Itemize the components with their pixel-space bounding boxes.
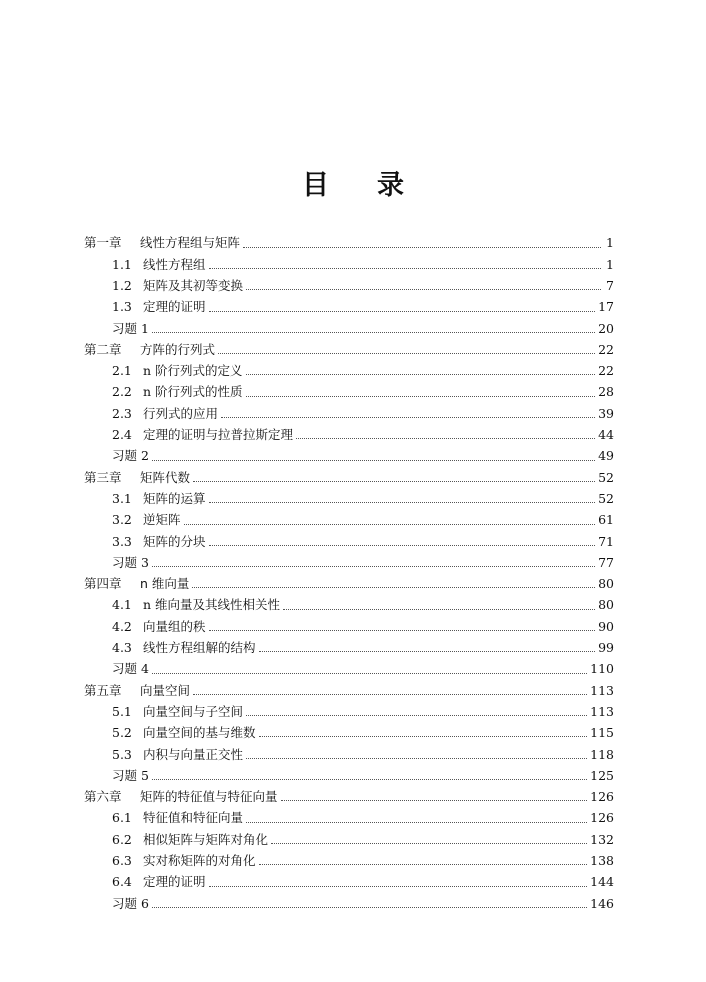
toc-page-number: 99 (598, 640, 614, 656)
dot-leader (152, 565, 595, 567)
toc-page-number: 146 (590, 895, 614, 911)
toc-section-row[interactable] (84, 595, 614, 616)
toc-page-number: 1 (606, 256, 614, 272)
toc-page-number: 126 (590, 810, 614, 826)
dot-leader (246, 288, 601, 290)
toc-entry-label: n 阶行列式的性质 (143, 384, 243, 400)
toc-page-number: 39 (598, 405, 614, 421)
table-of-contents (84, 233, 614, 915)
toc-entry-label: 习题 1 (112, 320, 149, 336)
toc-section-row[interactable] (84, 616, 614, 637)
toc-entry-number: 第四章 (84, 576, 122, 592)
toc-entry-number: 1.2 (112, 277, 132, 293)
toc-page-number: 22 (598, 363, 614, 379)
dot-leader (193, 693, 587, 695)
toc-section-row[interactable] (84, 382, 614, 403)
toc-entry-number: 5.1 (112, 703, 132, 719)
toc-entry-number: 5.3 (112, 746, 132, 762)
toc-entry-number: 2.4 (112, 427, 132, 443)
toc-entry-number: 6.4 (112, 874, 132, 890)
toc-entry-number: 6.2 (112, 831, 132, 847)
dot-leader (281, 799, 588, 801)
toc-section-row[interactable] (84, 723, 614, 744)
toc-section-row[interactable] (84, 702, 614, 723)
toc-entry-label: 定理的证明与拉普拉斯定理 (143, 427, 294, 443)
toc-entry-label: 习题 4 (112, 661, 149, 677)
toc-entry-label: 特征值和特征向量 (143, 810, 244, 826)
toc-entry-number: 1.1 (112, 256, 132, 272)
toc-section-row[interactable] (84, 872, 614, 893)
toc-exercise-row[interactable] (84, 893, 614, 914)
toc-entry-label: 习题 5 (112, 767, 149, 783)
toc-section-row[interactable] (84, 531, 614, 552)
toc-entry-number: 6.3 (112, 853, 132, 868)
toc-entry-number: 3.3 (112, 533, 132, 549)
toc-entry-label: 定理的证明 (143, 299, 206, 315)
toc-chapter-row[interactable] (84, 467, 614, 488)
page-title (0, 163, 706, 202)
toc-page-number: 71 (598, 533, 614, 549)
toc-page-number: 49 (598, 448, 614, 464)
dot-leader (152, 331, 595, 333)
toc-chapter-row[interactable] (84, 787, 614, 808)
toc-section-row[interactable] (84, 510, 614, 531)
dot-leader (271, 842, 587, 844)
toc-entry-label: 线性方程组与矩阵 (140, 235, 241, 251)
toc-page-number: 1 (606, 235, 614, 251)
toc-page-number: 61 (598, 512, 614, 528)
dot-leader (246, 821, 587, 823)
toc-page-number: 17 (598, 299, 614, 315)
toc-entry-number: 第一章 (84, 235, 122, 251)
dot-leader (209, 629, 596, 631)
toc-entry-label: 矩阵的分块 (143, 533, 206, 549)
dot-leader (209, 501, 596, 503)
toc-entry-label: 习题 3 (112, 554, 149, 570)
toc-section-row[interactable] (84, 254, 614, 275)
dot-leader (209, 310, 596, 312)
toc-entry-label: 矩阵代数 (140, 469, 191, 485)
dot-leader (209, 544, 596, 546)
toc-entry-number: 6.1 (112, 810, 132, 826)
dot-leader (246, 757, 587, 759)
toc-page-number: 118 (590, 746, 614, 762)
dot-leader (209, 267, 601, 269)
toc-exercise-row[interactable] (84, 552, 614, 573)
dot-leader (283, 608, 595, 610)
toc-entry-number: 第六章 (84, 789, 122, 805)
toc-page-number: 126 (590, 789, 614, 805)
dot-leader (152, 459, 595, 461)
toc-page-number: 7 (606, 277, 614, 293)
toc-page-number: 138 (590, 853, 614, 868)
toc-entry-number: 2.3 (112, 405, 132, 421)
toc-section-row[interactable] (84, 808, 614, 829)
dot-leader (184, 523, 596, 525)
toc-entry-number: 第三章 (84, 469, 122, 485)
toc-page-number: 52 (598, 490, 614, 506)
dot-leader (209, 885, 588, 887)
toc-entry-label: n 维向量 (140, 576, 190, 592)
toc-entry-label: 实对称矩阵的对角化 (143, 853, 256, 868)
dot-leader (259, 863, 588, 865)
toc-exercise-row[interactable] (84, 765, 614, 786)
title-char-2: 录 (377, 170, 404, 201)
toc-page-number: 20 (598, 320, 614, 336)
dot-leader (218, 352, 595, 354)
dot-leader (246, 373, 596, 375)
toc-section-row[interactable] (84, 297, 614, 318)
toc-page-number: 28 (598, 384, 614, 400)
toc-entry-number: 第二章 (84, 341, 122, 357)
toc-section-row[interactable] (84, 638, 614, 659)
dot-leader (192, 586, 595, 588)
toc-chapter-row[interactable] (84, 680, 614, 701)
toc-chapter-row[interactable] (84, 574, 614, 595)
toc-page-number: 52 (598, 469, 614, 485)
toc-entry-label: 行列式的应用 (143, 405, 219, 421)
dot-leader (246, 714, 587, 716)
toc-entry-number: 第五章 (84, 682, 122, 698)
dot-leader (221, 416, 595, 418)
toc-page-number: 22 (598, 341, 614, 357)
toc-entry-label: 线性方程组解的结构 (143, 640, 256, 656)
toc-entry-label: 方阵的行列式 (140, 341, 216, 357)
toc-entry-label: n 维向量及其线性相关性 (143, 597, 281, 613)
toc-entry-label: 向量空间 (140, 682, 191, 698)
toc-chapter-row[interactable] (84, 339, 614, 360)
toc-entry-label: 向量空间与子空间 (143, 703, 244, 719)
toc-section-row[interactable] (84, 425, 614, 446)
toc-entry-label: 向量组的秩 (143, 618, 206, 634)
dot-leader (243, 246, 601, 248)
toc-entry-number: 3.2 (112, 512, 132, 528)
toc-exercise-row[interactable] (84, 659, 614, 680)
toc-page-number: 44 (598, 427, 614, 443)
dot-leader (152, 672, 587, 674)
toc-entry-label: 向量空间的基与维数 (143, 725, 256, 741)
toc-entry-label: 矩阵的运算 (143, 490, 206, 506)
toc-section-row[interactable] (84, 829, 614, 850)
toc-entry-number: 2.2 (112, 384, 132, 400)
toc-entry-label: 习题 2 (112, 448, 149, 464)
dot-leader (259, 735, 588, 737)
toc-entry-label: 相似矩阵与矩阵对角化 (143, 831, 269, 847)
toc-page-number: 110 (590, 661, 614, 677)
toc-entry-number: 3.1 (112, 490, 132, 506)
toc-page-number: 80 (598, 597, 614, 613)
toc-section-row[interactable] (84, 489, 614, 510)
toc-section-row[interactable] (84, 361, 614, 382)
toc-section-row[interactable] (84, 276, 614, 297)
toc-entry-label: 矩阵及其初等变换 (143, 277, 244, 293)
toc-entry-label: 矩阵的特征值与特征向量 (140, 789, 278, 805)
toc-entry-number: 1.3 (112, 299, 132, 315)
toc-page-number: 144 (590, 874, 614, 890)
toc-section-row[interactable] (84, 744, 614, 765)
toc-page-number: 125 (590, 767, 614, 783)
title-char-1: 目 (302, 170, 329, 201)
toc-entry-label: 逆矩阵 (143, 512, 181, 528)
toc-entry-label: n 阶行列式的定义 (143, 363, 243, 379)
toc-exercise-row[interactable] (84, 318, 614, 339)
dot-leader (296, 437, 595, 439)
toc-exercise-row[interactable] (84, 446, 614, 467)
toc-entry-number: 4.3 (112, 640, 132, 656)
toc-entry-label: 内积与向量正交性 (143, 746, 244, 762)
toc-entry-label: 习题 6 (112, 895, 149, 911)
toc-entry-number: 4.2 (112, 618, 132, 634)
toc-entry-number: 4.1 (112, 597, 132, 613)
toc-page-number: 115 (590, 725, 614, 741)
dot-leader (246, 395, 596, 397)
toc-page-number: 132 (590, 831, 614, 847)
dot-leader (152, 906, 587, 908)
toc-entry-label: 定理的证明 (143, 874, 206, 890)
toc-section-row[interactable] (84, 403, 614, 424)
toc-page-number: 80 (598, 576, 614, 592)
dot-leader (152, 778, 587, 780)
toc-page-number: 90 (598, 618, 614, 634)
toc-entry-number: 5.2 (112, 725, 132, 741)
dot-leader (193, 480, 595, 482)
dot-leader (259, 650, 596, 652)
toc-page-number: 113 (590, 703, 614, 719)
toc-entry-label: 线性方程组 (143, 256, 206, 272)
toc-page-number: 113 (590, 682, 614, 698)
toc-chapter-row[interactable] (84, 233, 614, 254)
toc-entry-number: 2.1 (112, 363, 132, 379)
toc-section-row[interactable] (84, 851, 614, 872)
toc-page-number: 77 (598, 554, 614, 570)
